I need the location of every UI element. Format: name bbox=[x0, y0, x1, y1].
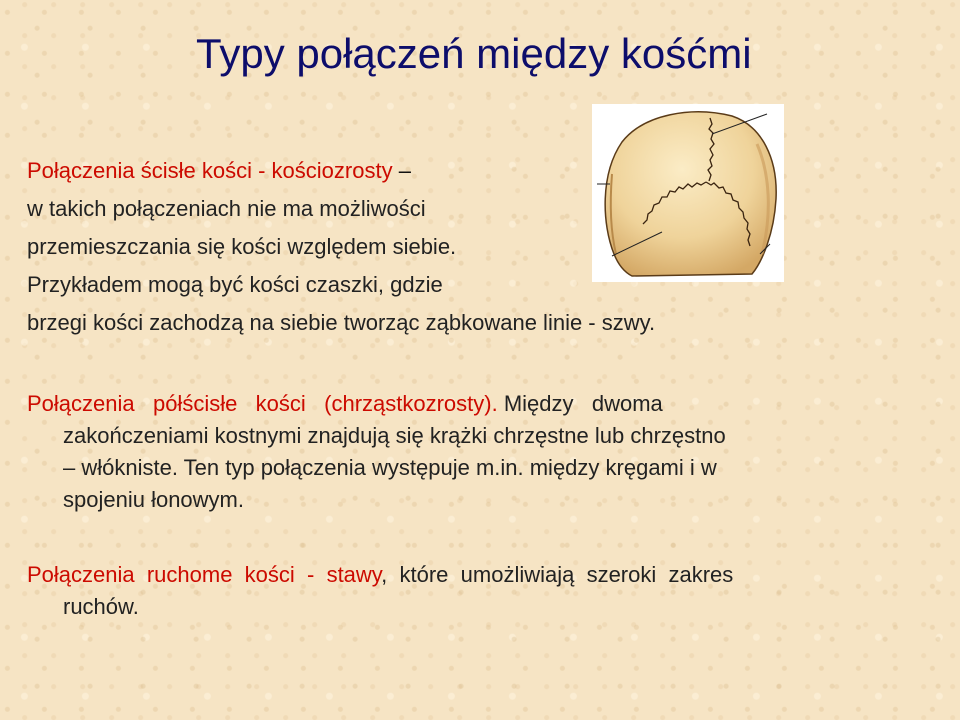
p1-line-4: Przykładem mogą być kości czaszki, gdzie bbox=[27, 272, 443, 297]
synarthroses-heading: Połączenia ścisłe kości - kościozrosty bbox=[27, 158, 393, 183]
paragraph-synarthroses bbox=[27, 152, 656, 342]
p3-line-2: ruchów. bbox=[63, 594, 139, 619]
skull-icon bbox=[592, 104, 784, 282]
p1-line-5: brzegi kości zachodzą na siebie tworząc ząbkowane linie - szwy. bbox=[27, 310, 656, 335]
diarthroses-heading: Połączenia ruchome kości - stawy bbox=[27, 562, 382, 587]
p1-line-2: w takich połączeniach nie ma możliwości bbox=[27, 196, 426, 221]
p2-line-1 bbox=[27, 388, 870, 420]
paragraph-amphiarthroses bbox=[27, 388, 870, 516]
paragraph-diarthroses bbox=[27, 559, 870, 623]
slide-title: Typy połączeń między kośćmi bbox=[196, 30, 752, 77]
p1-line-3: przemieszczania się kości względem siebie. bbox=[27, 234, 457, 259]
skull-illustration bbox=[592, 104, 784, 282]
p1-line-1 bbox=[27, 152, 587, 190]
p1-dash: – bbox=[392, 158, 411, 183]
p2-line-3: – włókniste. Ten typ połączenia występuje m.in. między kręgami i w bbox=[63, 455, 717, 480]
p2-line-1-rest: Między dwoma bbox=[497, 391, 663, 416]
p2-line-4: spojeniu łonowym. bbox=[63, 487, 244, 512]
p3-line-1-rest: , które umożliwiają szeroki zakres bbox=[381, 562, 734, 587]
p2-line-2: zakończeniami kostnymi znajdują się krążki chrzęstne lub chrzęstno bbox=[63, 423, 726, 448]
amphiarthroses-heading: Połączenia półścisłe kości (chrząstkozrosty). bbox=[27, 391, 498, 416]
p3-line-1 bbox=[27, 559, 870, 591]
